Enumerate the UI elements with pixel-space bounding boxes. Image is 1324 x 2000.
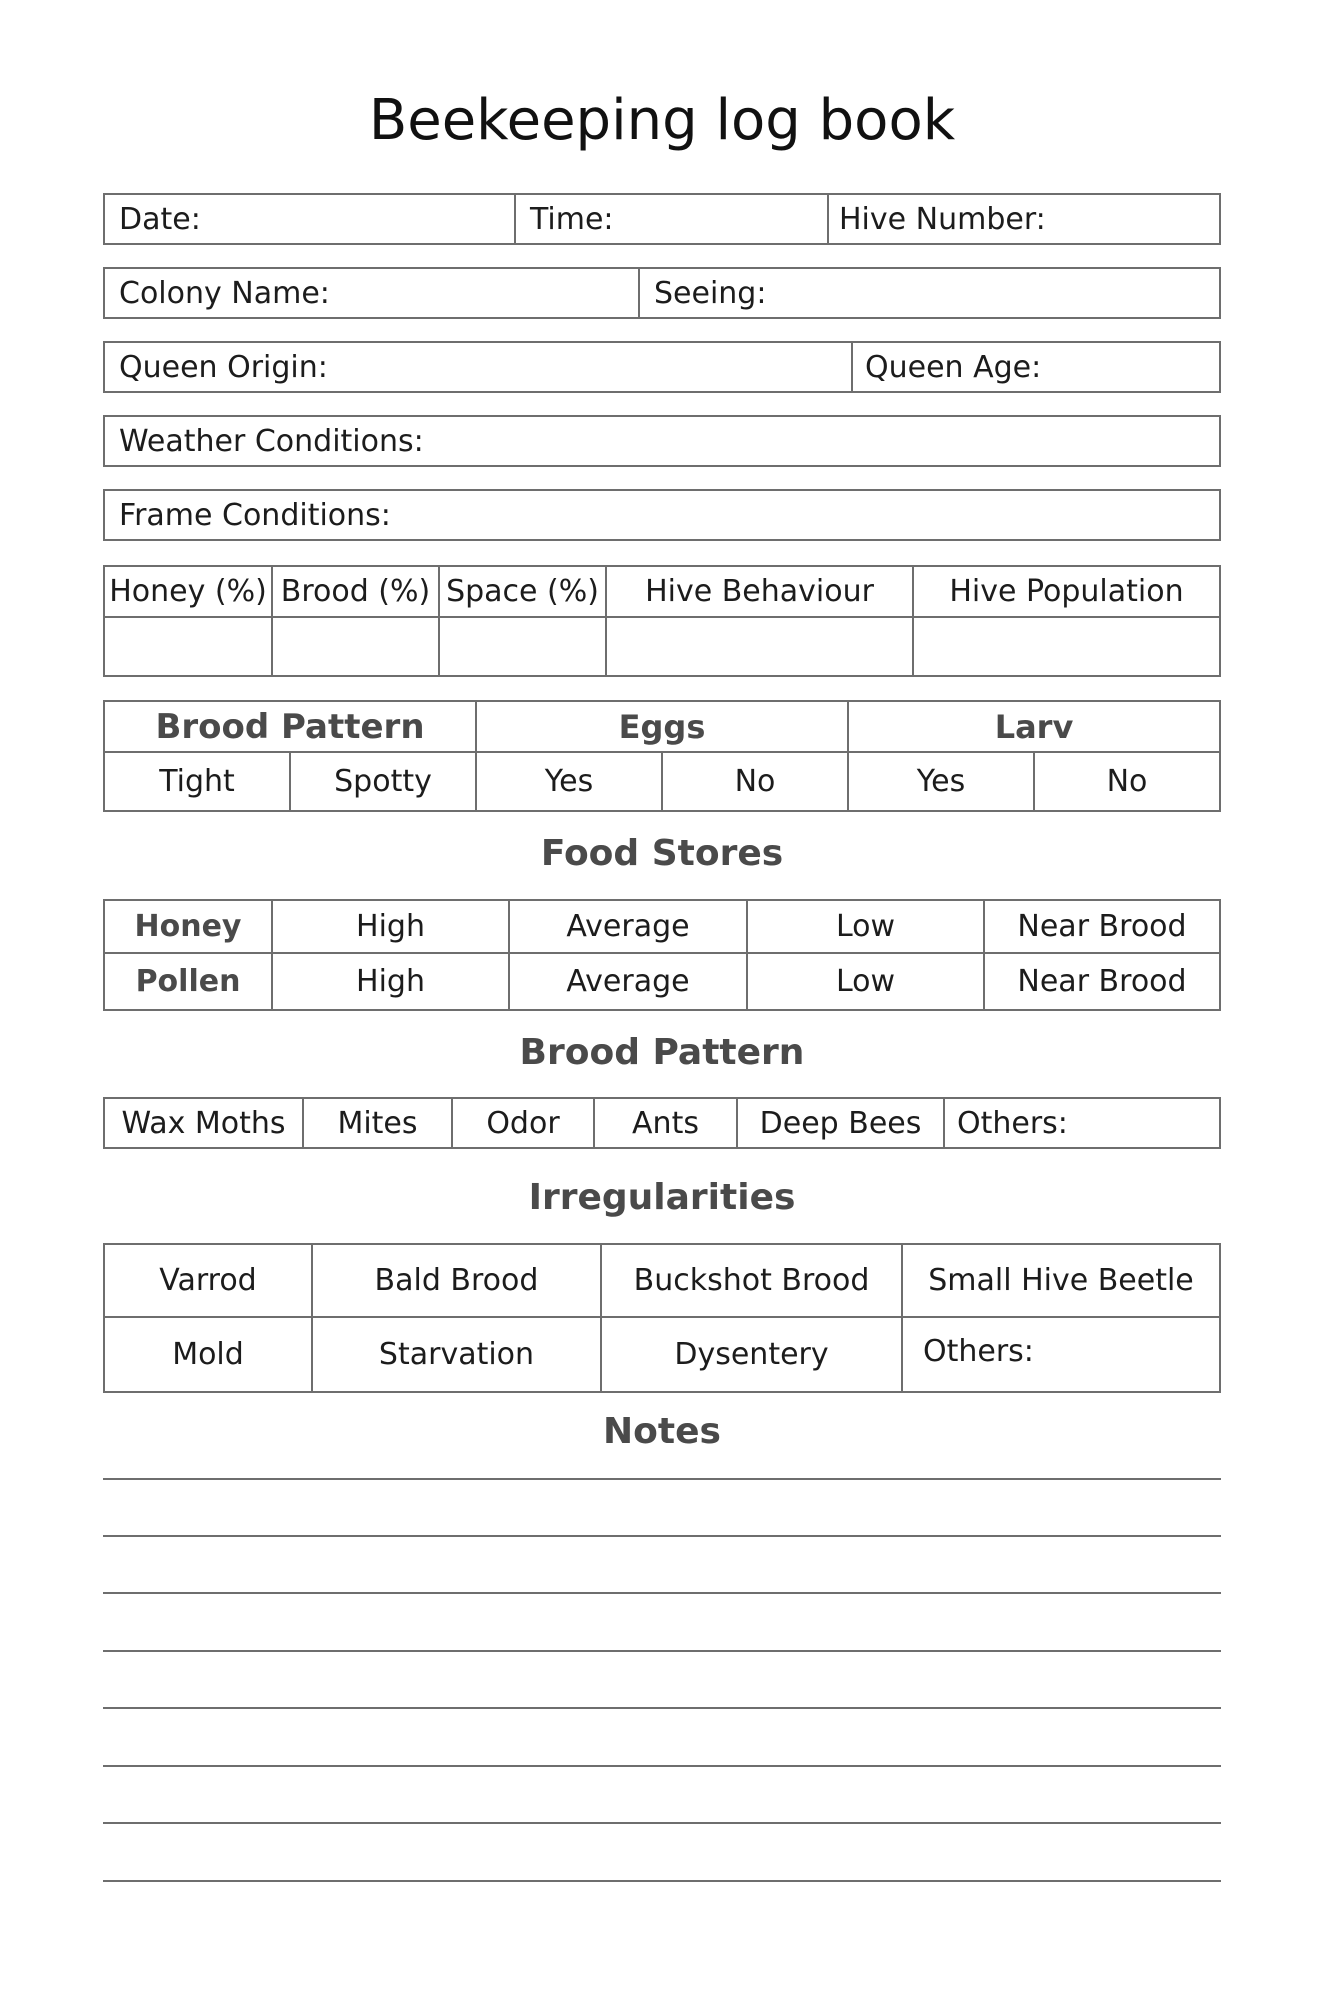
food-honey-low[interactable]: Low: [748, 901, 985, 952]
food-honey-label: Honey: [105, 901, 273, 952]
queen-origin-field[interactable]: [105, 343, 853, 391]
pest-odor[interactable]: Odor: [453, 1099, 595, 1147]
hive-number-field[interactable]: [829, 195, 1219, 243]
brood-percent-input[interactable]: [273, 618, 440, 675]
irregularities-table: [103, 1243, 1221, 1393]
notes-line[interactable]: [103, 1765, 1221, 1767]
notes-line[interactable]: [103, 1650, 1221, 1652]
weather-conditions-field[interactable]: [105, 417, 1219, 465]
food-pollen-high[interactable]: High: [273, 954, 510, 1009]
frame-conditions-label: Frame Conditions:: [119, 497, 391, 533]
seeing-label: Seeing:: [654, 275, 767, 311]
notes-line[interactable]: [103, 1478, 1221, 1480]
irregularities-heading: Irregularities: [528, 1177, 796, 1218]
queen-age-field[interactable]: [853, 343, 1219, 391]
irregularity-mold[interactable]: Mold: [105, 1318, 313, 1391]
irregularity-small-hive-beetle[interactable]: Small Hive Beetle: [928, 1263, 1194, 1298]
pest-others[interactable]: Others:: [957, 1105, 1068, 1141]
food-pollen-low[interactable]: Low: [748, 954, 985, 1009]
colony-seeing-row: [103, 267, 1221, 319]
irregularities-row-1: [105, 1245, 1219, 1318]
frame-table-header: [105, 567, 1219, 618]
pest-ants[interactable]: Ants: [595, 1099, 738, 1147]
eggs-header: Eggs: [477, 702, 849, 751]
larv-no-option[interactable]: No: [1106, 764, 1148, 799]
time-label: Time:: [530, 201, 614, 237]
weather-conditions-label: Weather Conditions:: [119, 423, 424, 459]
pest-deep-bees[interactable]: Deep Bees: [738, 1099, 945, 1147]
hive-number-label: Hive Number:: [839, 201, 1046, 237]
food-stores-pollen-row: [105, 954, 1219, 1009]
brood-tight-option[interactable]: Tight: [105, 753, 291, 810]
page-title: Beekeeping log book: [368, 88, 956, 153]
notes-line[interactable]: [103, 1707, 1221, 1709]
colony-name-label: Colony Name:: [119, 275, 330, 311]
honey-percent-input[interactable]: [105, 618, 273, 675]
larv-header: Larv: [994, 707, 1074, 746]
hive-population-header: Hive Population: [949, 574, 1184, 609]
brood-eggs-larv-header: [105, 702, 1219, 753]
food-stores-heading: Food Stores: [540, 833, 784, 874]
irregularity-others[interactable]: Others:: [923, 1334, 1034, 1369]
notes-line[interactable]: [103, 1822, 1221, 1824]
weather-row: [103, 415, 1221, 467]
food-pollen-label: Pollen: [105, 954, 273, 1009]
irregularities-row-2: [105, 1318, 1219, 1391]
frame-row: [103, 489, 1221, 541]
food-pollen-near-brood[interactable]: Near Brood: [1017, 964, 1187, 999]
food-honey-average[interactable]: Average: [510, 901, 748, 952]
larv-yes-option[interactable]: Yes: [849, 753, 1035, 810]
pests-row: [103, 1097, 1221, 1149]
pest-wax-moths[interactable]: Wax Moths: [105, 1099, 304, 1147]
hive-behaviour-input[interactable]: [607, 618, 914, 675]
food-honey-high[interactable]: High: [273, 901, 510, 952]
frame-table: [103, 565, 1221, 677]
pests-heading: Brood Pattern: [519, 1032, 805, 1073]
space-percent-header: Space (%): [440, 567, 607, 616]
queen-age-label: Queen Age:: [865, 349, 1042, 385]
date-time-hive-row: [103, 193, 1221, 245]
food-honey-near-brood[interactable]: Near Brood: [1017, 909, 1187, 944]
brood-spotty-option[interactable]: Spotty: [291, 753, 477, 810]
date-field[interactable]: [105, 195, 516, 243]
food-stores-table: [103, 899, 1221, 1011]
irregularity-varrod[interactable]: Varrod: [105, 1245, 313, 1316]
notes-line[interactable]: [103, 1592, 1221, 1594]
date-label: Date:: [119, 201, 201, 237]
hive-behaviour-header: Hive Behaviour: [607, 567, 914, 616]
time-field[interactable]: [516, 195, 829, 243]
honey-percent-header: Honey (%): [105, 567, 273, 616]
eggs-yes-option[interactable]: Yes: [477, 753, 663, 810]
food-stores-honey-row: [105, 901, 1219, 954]
frame-table-entry-row: [105, 618, 1219, 675]
colony-name-field[interactable]: [105, 269, 640, 317]
hive-population-input[interactable]: [914, 618, 1219, 675]
brood-pattern-header: Brood Pattern: [105, 702, 477, 751]
brood-eggs-larv-options: [105, 753, 1219, 810]
irregularity-dysentery[interactable]: Dysentery: [602, 1318, 903, 1391]
eggs-no-option[interactable]: No: [663, 753, 849, 810]
brood-percent-header: Brood (%): [273, 567, 440, 616]
irregularity-buckshot-brood[interactable]: Buckshot Brood: [602, 1245, 903, 1316]
queen-origin-label: Queen Origin:: [119, 349, 328, 385]
notes-line[interactable]: [103, 1535, 1221, 1537]
brood-eggs-larv-table: [103, 700, 1221, 812]
irregularity-bald-brood[interactable]: Bald Brood: [313, 1245, 602, 1316]
queen-row: [103, 341, 1221, 393]
frame-conditions-field[interactable]: [105, 491, 1219, 539]
notes-heading: Notes: [603, 1411, 721, 1452]
notes-line[interactable]: [103, 1880, 1221, 1882]
seeing-field[interactable]: [640, 269, 1219, 317]
irregularity-starvation[interactable]: Starvation: [313, 1318, 602, 1391]
pest-mites[interactable]: Mites: [304, 1099, 453, 1147]
food-pollen-average[interactable]: Average: [510, 954, 748, 1009]
space-percent-input[interactable]: [440, 618, 607, 675]
